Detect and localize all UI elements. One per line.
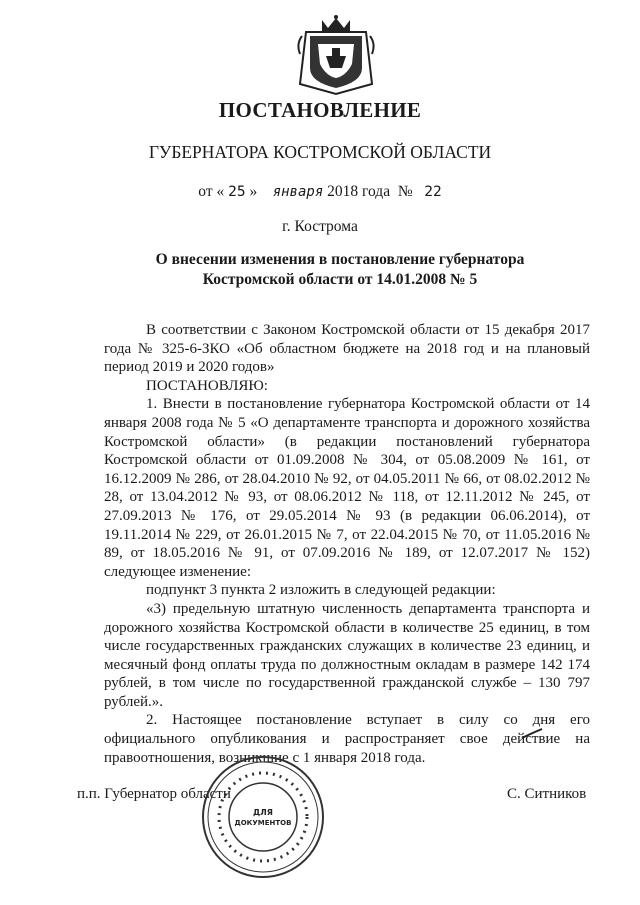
subject-line-1: О внесении изменения в постановление губернатора	[155, 251, 525, 268]
document-body	[104, 321, 590, 767]
administration-stamp	[198, 752, 328, 882]
date-prefix: от «	[198, 183, 225, 200]
stamp-center-line-2: ДОКУМЕНТОВ	[234, 819, 292, 827]
issuer-subtitle: ГУБЕРНАТОРА КОСТРОМСКОЙ ОБЛАСТИ	[148, 142, 492, 162]
date-number-line	[0, 183, 640, 201]
date-year: 2018 года	[327, 183, 391, 200]
coat-of-arms-emblem	[296, 14, 376, 96]
amendment-text: «3) предельную штатную численность департамента транспорта и дорожного хозяйства Костромской области в количестве 25 единиц, в том числе государственных гражданских служащих в количестве 23 единиц, и месячный фонд оплаты труда по должностным окладам в размере 142 174 рублей, в том числе по государственной гражданской службе – 130 797 рублей.».	[104, 600, 590, 710]
number-sign: №	[397, 183, 413, 200]
date-day: 25	[228, 184, 246, 200]
document-type-title: ПОСТАНОВЛЕНИЕ	[218, 98, 422, 122]
handwritten-tick-mark	[520, 727, 544, 741]
clause-2-paragraph: 2. Настоящее постановление вступает в силу со дня его официального опубликования и распространяет свое действие на правоотношения, возникшие с 1 января 2018 года.	[104, 712, 590, 766]
city-line: г. Кострома	[282, 218, 358, 235]
document-subject	[120, 250, 560, 290]
date-mid: »	[249, 183, 258, 200]
stamp-center-line-1: ДЛЯ	[253, 808, 273, 817]
date-month: января	[272, 184, 324, 200]
signatory-title: п.п. Губернатор области	[77, 786, 231, 802]
resolves-heading: ПОСТАНОВЛЯЮ:	[146, 377, 268, 394]
document-number: 22	[424, 184, 442, 200]
clause-1-paragraph: 1. Внести в постановление губернатора Костромской области от 14 января 2008 года № 5 «О департаменте транспорта и дорожного хозяйства Костромской области» (в редакции постановлений губернатора Костромской области от 01.09.2008 № 304, от 05.08.2009 № 161, от 16.12.2009 № 286, от 28.04.2010 № 92, от 04.05.2011 № 66, от 08.02.2012 № 28, от 13.04.2012 № 93, от 08.06.2012 № 118, от 12.11.2012 № 245, от 27.09.2013 № 176, от 29.05.2014 № 93 (в редакции 06.06.2014), от 19.11.2014 № 229, от 26.01.2015 № 7, от 22.04.2015 № 70, от 11.05.2016 № 89, от 18.05.2016 № 91, от 07.09.2016 № 189, от 12.07.2017 № 152) следующее изменение:	[104, 396, 590, 580]
subclause-intro: подпункт 3 пункта 2 изложить в следующей редакции:	[146, 582, 496, 599]
signatory-name: С. Ситников	[507, 786, 587, 802]
subject-line-2: Костромской области от 14.01.2008 № 5	[202, 271, 478, 288]
preamble-paragraph: В соответствии с Законом Костромской области от 15 декабря 2017 года № 325-6-ЗКО «Об областном бюджете на 2018 год и на плановый период 2019 и 2020 годов»	[104, 322, 590, 376]
